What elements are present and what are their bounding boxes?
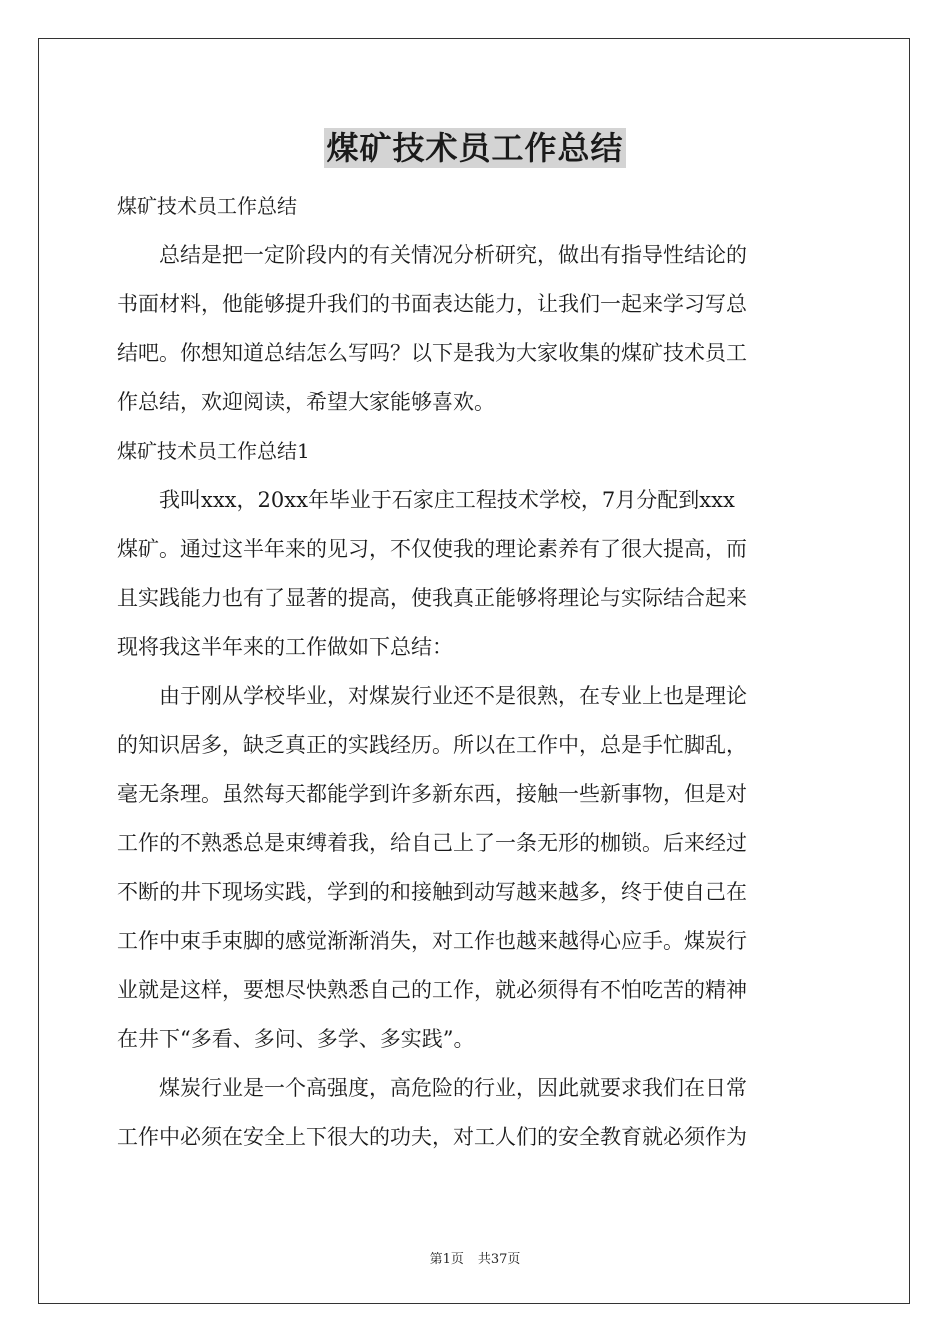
paragraph-line: 工作中束手束脚的感觉渐渐消失，对工作也越来越得心应手。煤炭行 [117, 929, 747, 953]
paragraph-line: 不断的井下现场实践，学到的和接触到动写越来越多，终于使自己在 [117, 880, 747, 904]
paragraph-line: 煤矿。通过这半年来的见习，不仅使我的理论素养有了很大提高，而 [117, 537, 747, 561]
paragraph-line: 毫无条理。虽然每天都能学到许多新东西，接触一些新事物，但是对 [117, 782, 747, 806]
paragraph-line: 由于刚从学校毕业，对煤炭行业还不是很熟，在专业上也是理论 [117, 684, 747, 708]
section-heading: 煤矿技术员工作总结1 [117, 439, 310, 463]
paragraph-line: 煤炭行业是一个高强度，高危险的行业，因此就要求我们在日常 [117, 1076, 747, 1100]
paragraph-line: 书面材料，他能够提升我们的书面表达能力，让我们一起来学习写总 [117, 292, 747, 316]
paragraph-line: 结吧。你想知道总结怎么写吗？以下是我为大家收集的煤矿技术员工 [117, 341, 747, 365]
paragraph-line: 总结是把一定阶段内的有关情况分析研究，做出有指导性结论的 [117, 243, 747, 267]
page-total: 共37页 [477, 1252, 521, 1267]
document-title [0, 128, 950, 168]
document-title-text: 煤矿技术员工作总结 [326, 129, 624, 167]
paragraph-line: 且实践能力也有了显著的提高，使我真正能够将理论与实际结合起来 [117, 586, 747, 610]
paragraph-line: 的知识居多，缺乏真正的实践经历。所以在工作中，总是手忙脚乱， [117, 733, 747, 757]
paragraph-line: 工作中必须在安全上下很大的功夫，对工人们的安全教育就必须作为 [117, 1125, 747, 1149]
paragraph-line: 作总结，欢迎阅读，希望大家能够喜欢。 [117, 390, 495, 414]
paragraph-line: 现将我这半年来的工作做如下总结： [117, 635, 453, 659]
paragraph-line: 我叫xxx，20xx年毕业于石家庄工程技术学校，7月分配到xxx [117, 488, 735, 512]
section-heading: 煤矿技术员工作总结 [117, 194, 297, 218]
paragraph-line: 在井下“多看、多问、多学、多实践”。 [117, 1027, 475, 1051]
page-number: 第1页 [429, 1252, 464, 1267]
paragraph-line: 业就是这样，要想尽快熟悉自己的工作，就必须得有不怕吃苦的精神 [117, 978, 747, 1002]
paragraph-line: 工作的不熟悉总是束缚着我，给自己上了一条无形的枷锁。后来经过 [117, 831, 747, 855]
document-body [117, 182, 835, 1162]
page-footer [0, 1248, 950, 1267]
